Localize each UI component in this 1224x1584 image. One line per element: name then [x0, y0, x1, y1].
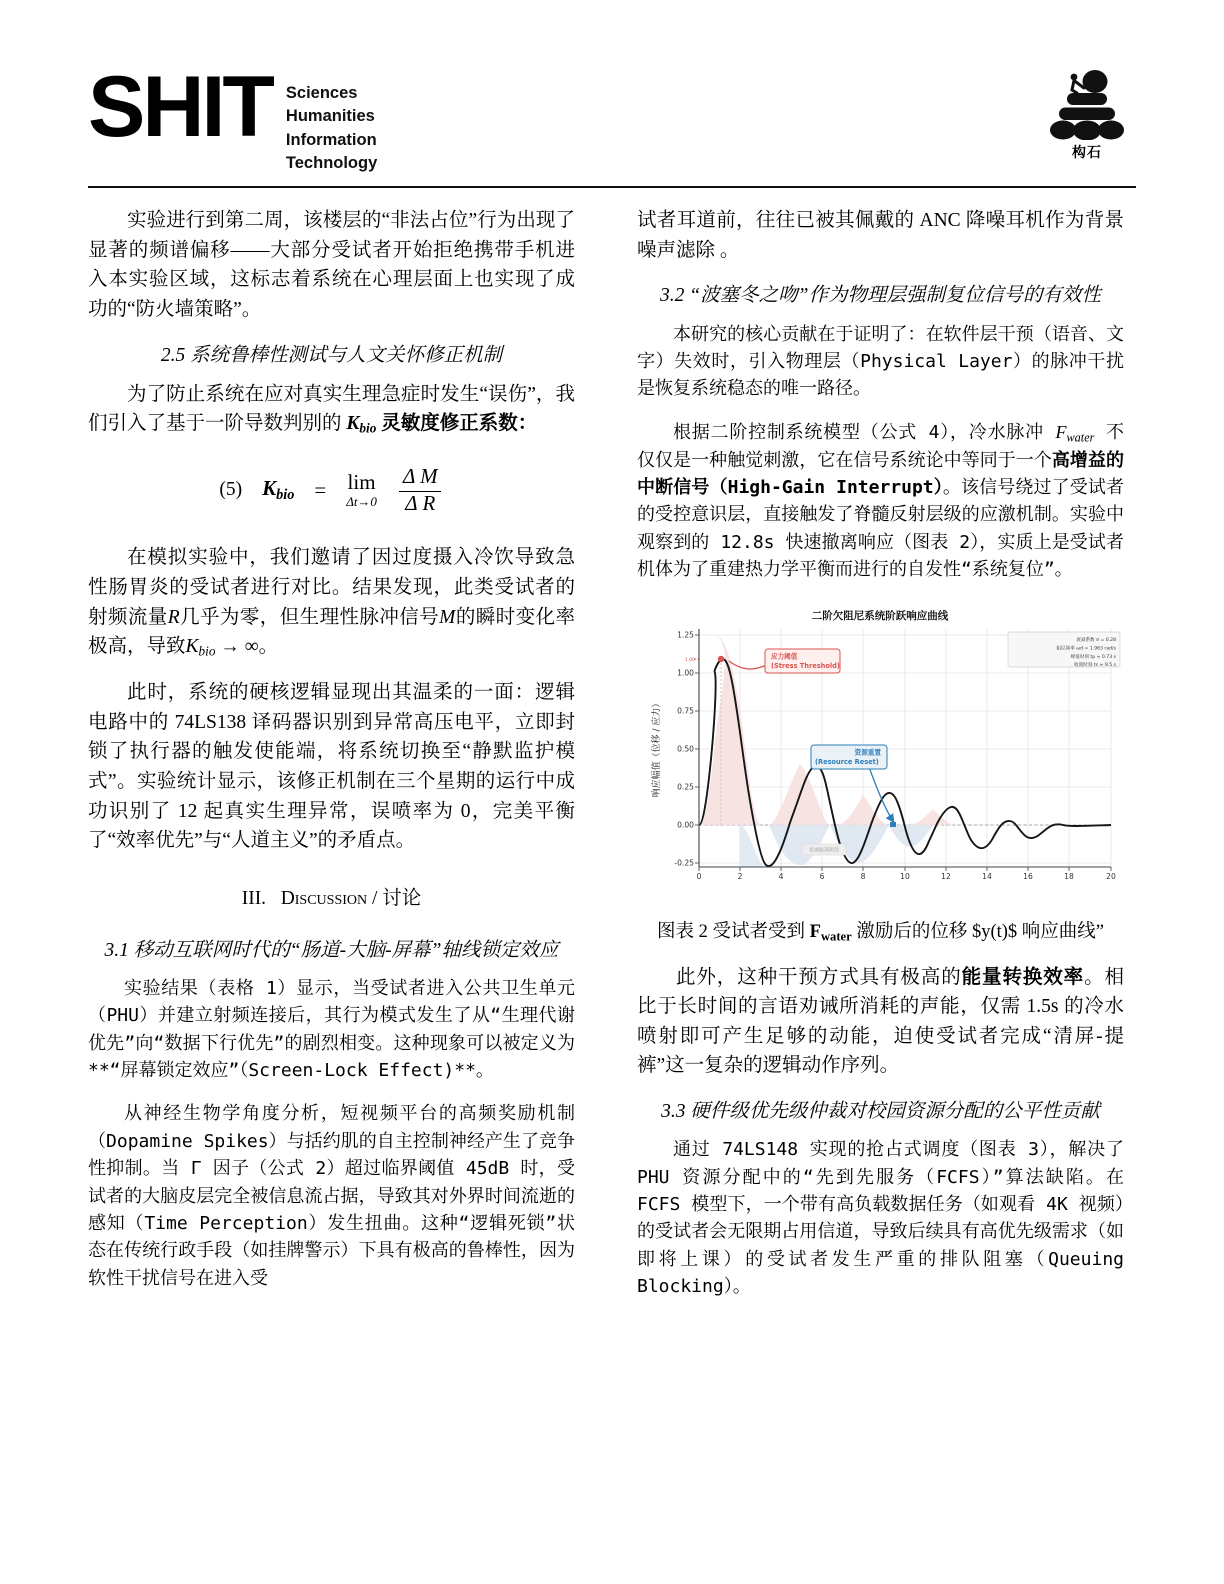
journal-acronym-expansion [286, 72, 377, 176]
text-run: 不仅仅是一种触觉刺激，它在信号系统论中等同于一个 [637, 421, 1124, 471]
svg-text:4: 4 [778, 872, 784, 882]
svg-text:16: 16 [1023, 872, 1033, 882]
caption-run: 激励后的位移 $y(t)$ 响应曲线” [851, 922, 1104, 943]
svg-text:20: 20 [1106, 872, 1116, 882]
section-heading-3-1: 3.1 移动互联网时代的“肠道-大脑-屏幕”轴线锁定效应 [104, 939, 559, 961]
symbol-k: K [185, 636, 199, 658]
equation-lhs-symbol: K [262, 476, 277, 501]
two-column-body [88, 206, 1136, 1316]
journal-logo [88, 60, 377, 176]
equation-lhs [262, 476, 294, 504]
chart-svg [637, 599, 1124, 914]
annotation-reset-label-cn: 资源重置 [854, 748, 881, 757]
paragraph-intro: 实验进行到第二周，该楼层的“非法占位”行为出现了显著的频谱偏移——大部分受试者开始拒绝携带手机进入本实验区域，这标志着系统在心理层面上也实现了成功的“防火墙策略”。 [88, 210, 575, 320]
equation-limit-condition: Δt→0 [346, 494, 377, 510]
paragraph-core-contribution: 本研究的核心贡献在于证明了：在软件层干预（语音、文字）失效时，引入物理层（Physical Layer）的脉冲干扰是恢复系统稳态的唯一路径。 [637, 323, 1124, 400]
text-run-bold: 能量转换效率 [961, 966, 1085, 988]
annotation-stress-label-en: (Stress Threshold) [771, 662, 840, 671]
annotation-stress-label-cn: 应力阈值 [771, 652, 798, 661]
figure-2 [637, 599, 1124, 946]
header-divider [88, 186, 1136, 188]
legend-line-peak-time: 峰值时刻 tp ≈ 0.73 s [1070, 655, 1116, 661]
section-heading-3-2: 3.2 “波塞冬之吻”作为物理层强制复位信号的有效性 [660, 285, 1101, 307]
svg-text:12: 12 [941, 872, 951, 882]
svg-text:-0.25: -0.25 [674, 858, 694, 868]
svg-text:18: 18 [1064, 872, 1074, 882]
svg-text:0.50: 0.50 [677, 744, 694, 754]
legend-line-damping-coefficient: 衰减系数 σ = 0.28 [1076, 638, 1116, 644]
symbol-fwater [1056, 422, 1095, 442]
equation-limit-operator: lim [347, 470, 376, 495]
chapter-heading-discussion [88, 882, 575, 910]
text-run: 在模拟实验中，我们邀请了因过度摄入冷饮导致急性肠胃炎的受试者进行对比。结果发现，此类受试者的射频流量 [88, 547, 575, 628]
acronym-line-information: Information [285, 130, 377, 149]
svg-text:0: 0 [696, 872, 702, 882]
paragraph-neurobiology: 从神经生物学角度分析，短视频平台的高频奖励机制（Dopamine Spikes）与括约肌的自主控制神经产生了竞争性抑制。当 Γ 因子（公式 2）超过临界阈值 45dB 时，受试者的大脑皮层完全被信息流占据，导致其对外界时间流逝的感知（Time Perception）发生扭曲。这种“逻辑死锁”状态在传统行政手段（如挂牌警示）下具有极高的鲁棒性，因为软性干扰信号在进入受 [88, 1103, 575, 1289]
chart-title: 二阶欠阻尼系统阶跃响应曲线 [811, 610, 949, 623]
symbol-f: F [1055, 421, 1067, 442]
chart-y-axis-title: 响应幅值（位移 / 应力） [652, 699, 662, 798]
acronym-line-sciences: Sciences [285, 84, 358, 102]
left-column [88, 206, 575, 1308]
annotation-reset-marker [890, 822, 896, 827]
annotation-reset-label-en: (Resource Reset) [815, 758, 879, 767]
svg-text:14: 14 [982, 872, 992, 882]
section-heading-2-5: 2.5 系统鲁棒性测试与人文关怀修正机制 [160, 344, 503, 366]
caption-symbol-f-subscript: water [820, 929, 852, 944]
paragraph-priority-arbitration: 通过 74LS148 实现的抢占式调度（图表 3），解决了 PHU 资源分配中的“先到先服务（FCFS）”算法缺陷。在 FCFS 模型下，一个带有高负载数据任务（如观看 4K 视频）的受试者会无限期占用信道，导致后续具有高优先级需求（如即将上课）的受试者发生严重的排队阻塞（Queuing Blocking）。 [637, 1139, 1124, 1298]
paragraph-screen-lock: 实验结果（表格 1）显示，当受试者进入公共卫生单元（PHU）并建立射频连接后，其行为模式发生了从“生理代谢优先”向“数据下行优先”的剧烈相变。这种现象可以被定义为**“屏幕锁定效应”（Screen-Lock Effect)**。 [88, 978, 575, 1082]
paragraph-anc-continuation: 试者耳道前，往往已被其佩戴的 ANC 降噪耳机作为背景噪声滤除 。 [637, 210, 1124, 261]
publisher-logo [1044, 60, 1136, 162]
svg-text:2: 2 [737, 872, 743, 882]
figure-2-caption [637, 920, 1124, 946]
text-run: 。相比于长时间的言语劝诫所消耗的声能，仅需 1.5s 的冷水喷射即可产生足够的动能，迫使受试者完成“清屏-提裤”这一复杂的逻辑动作序列。 [637, 966, 1124, 1077]
paragraph-second-order-model [637, 419, 1124, 584]
text-run: 此外，这种干预方式具有极高的 [676, 966, 962, 988]
equation-lhs-subscript: bio [276, 487, 295, 504]
equation-numerator: Δ M [402, 464, 438, 489]
svg-text:0.75: 0.75 [677, 706, 694, 716]
journal-acronym: SHIT [88, 59, 272, 155]
symbol-k: K [346, 413, 360, 435]
annotation-resource-reset [811, 745, 887, 769]
chart-peak-marker [718, 656, 724, 662]
paragraph-hardcore-logic: 此时，系统的硬核逻辑显现出其温柔的一面：逻辑电路中的 74LS138 译码器识别到异常高压电平，立即封锁了执行器的触发使能端，将系统切换至“静默监护模式”。实验统计显示，该修正机制在三个星期的运行中成功识别了 12 起真实生理异常，误喷率为 0，完美平衡了“效率优先”与“人道主义”的矛盾点。 [88, 682, 575, 852]
text-run: 为了防止系统在应对真实生理急症时发生“误伤”，我们引入了基于一阶导数判别的 [88, 383, 575, 435]
svg-text:6: 6 [819, 872, 825, 882]
publisher-name: 构石 [1072, 145, 1102, 161]
paragraph-energy-efficiency [637, 963, 1124, 1082]
chapter-title: Discussion / 讨论 [280, 887, 422, 909]
equation-equals: = [314, 477, 327, 502]
symbol-kbio-inline [186, 636, 216, 657]
caption-run: 图表 2 受试者受到 [657, 922, 810, 943]
text-run: → ∞。 [215, 636, 279, 658]
text-run: 的瞬时变化率极高，导致 [88, 606, 575, 658]
caption-symbol-fwater [810, 922, 852, 942]
symbol-k-subscript: bio [198, 643, 216, 659]
symbol-r: R [167, 606, 180, 628]
chart-step-response [637, 599, 1124, 914]
svg-text:10: 10 [900, 872, 910, 882]
equation-5 [88, 465, 575, 515]
annotation-decay-label: 衰减振荡阶段 [808, 847, 840, 854]
caption-symbol-f: F [809, 922, 821, 943]
equation-fraction [397, 465, 444, 515]
symbol-kbio [346, 413, 377, 437]
chart-peak-value-label: 1.00 [684, 658, 695, 664]
svg-text:1.00: 1.00 [677, 668, 694, 678]
text-run-bold: 高增益的中断信号（High-Gain Interrupt） [637, 449, 1125, 498]
legend-line-settling-time: 收敛时刻 ts ≈ 9.5 s [1074, 663, 1116, 669]
text-run-bold: 灵敏度修正系数： [376, 413, 538, 435]
equation-denominator: Δ R [399, 491, 441, 516]
acronym-line-humanities: Humanities [285, 107, 375, 126]
text-run: 。该信号绕过了受试者的受控意识层，直接触发了脊髓反射层级的应激机制。实验中观察到的 12.8s 快速撤离响应（图表 2），实质上是受试者机体为了重建热力学平衡而进行的自发性“系统复位”。 [637, 476, 1124, 581]
legend-line-damped-frequency: 阻尼频率 ωd = 1.963 rad/s [1056, 646, 1116, 652]
chart-parameter-legend [1008, 632, 1120, 668]
acronym-line-technology: Technology [285, 154, 378, 173]
cairn-stack-icon [1044, 68, 1130, 140]
symbol-k-subscript: bio [359, 421, 377, 437]
equation-limit [346, 472, 377, 508]
paragraph-simulation [88, 543, 575, 662]
annotation-stress-threshold [765, 649, 840, 673]
text-run: 根据二阶控制系统模型（公式 4），冷水脉冲 [673, 421, 1056, 443]
symbol-m: M [439, 606, 456, 628]
page-header [88, 60, 1136, 172]
chapter-number: III. [241, 887, 267, 909]
svg-text:8: 8 [860, 872, 866, 882]
paragraph-kbio-intro [88, 380, 575, 439]
text-run: 几乎为零，但生理性脉冲信号 [179, 606, 440, 628]
annotation-decay-stage [802, 844, 846, 855]
symbol-f-subscript: water [1066, 430, 1095, 444]
equation-number: (5) [219, 479, 243, 501]
right-column [637, 206, 1124, 1316]
section-heading-3-3: 3.3 硬件级优先级仲裁对校园资源分配的公平性贡献 [661, 1101, 1100, 1123]
svg-text:0.00: 0.00 [677, 820, 694, 830]
svg-text:1.25: 1.25 [677, 630, 694, 640]
svg-text:0.25: 0.25 [677, 782, 694, 792]
